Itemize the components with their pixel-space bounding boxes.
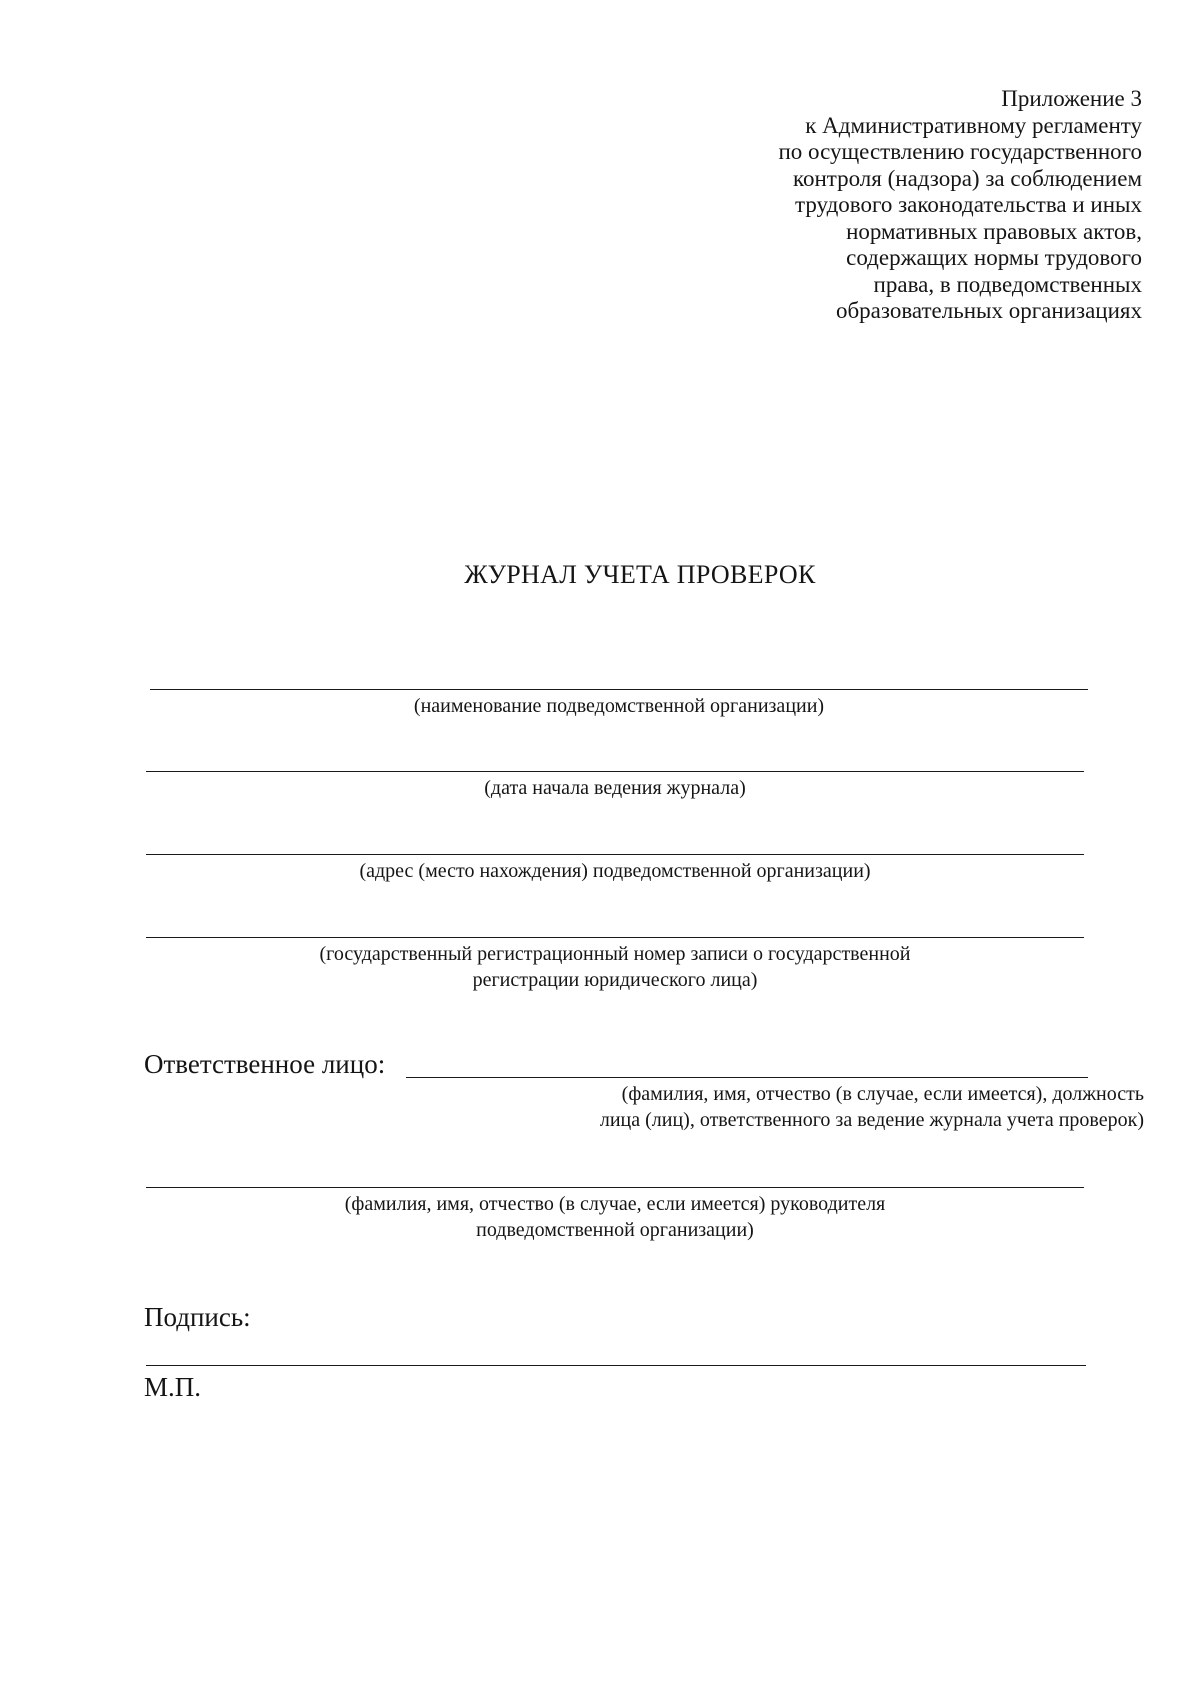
registration-number-line[interactable] bbox=[146, 937, 1084, 938]
caption-line: (государственный регистрационный номер записи о государственной bbox=[319, 943, 911, 965]
journal-start-date-line[interactable] bbox=[146, 771, 1084, 772]
organization-address-caption: (адрес (место нахождения) подведомственной организации) bbox=[359, 860, 871, 882]
annex-line: Приложение 3 bbox=[1001, 86, 1142, 111]
annex-line: права, в подведомственных bbox=[873, 271, 1142, 297]
head-name-line[interactable] bbox=[146, 1187, 1084, 1188]
caption-line: регистрации юридического лица) bbox=[472, 969, 758, 991]
annex-line: образовательных организациях bbox=[835, 298, 1142, 323]
registration-number-caption bbox=[146, 941, 1084, 993]
caption-line: подведомственной организации) bbox=[476, 1219, 754, 1241]
caption-line: (фамилия, имя, отчество (в случае, если имеется) руководителя bbox=[344, 1193, 886, 1215]
caption-line: (фамилия, имя, отчество (в случае, если имеется), должность bbox=[621, 1083, 1144, 1105]
annex-line: к Административному регламенту bbox=[805, 112, 1142, 138]
annex-line: содержащих нормы трудового bbox=[846, 245, 1142, 270]
annex-line: трудового законодательства и иных bbox=[795, 192, 1142, 217]
organization-name-caption: (наименование подведомственной организации) bbox=[413, 695, 825, 717]
page-title: ЖУРНАЛ УЧЕТА ПРОВЕРОК bbox=[464, 560, 816, 589]
signature-line[interactable] bbox=[146, 1365, 1086, 1366]
annex-line: по осуществлению государственного bbox=[778, 139, 1142, 164]
organization-name-line[interactable] bbox=[150, 689, 1088, 690]
responsible-person-caption bbox=[600, 1081, 1144, 1133]
organization-address-line[interactable] bbox=[146, 854, 1084, 855]
responsible-person-label: Ответственное лицо: bbox=[144, 1049, 386, 1079]
caption-line: лица (лиц), ответственного за ведение журнала учета проверок) bbox=[599, 1109, 1144, 1131]
journal-start-date-caption: (дата начала ведения журнала) bbox=[484, 777, 746, 799]
annex-line: контроля (надзора) за соблюдением bbox=[792, 165, 1142, 191]
responsible-person-line[interactable] bbox=[406, 1077, 1088, 1078]
annex-line: нормативных правовых актов, bbox=[846, 218, 1142, 244]
annex-header bbox=[778, 86, 1142, 325]
seal-label: М.П. bbox=[144, 1372, 202, 1402]
head-name-caption bbox=[146, 1191, 1084, 1243]
signature-label: Подпись: bbox=[144, 1302, 251, 1332]
